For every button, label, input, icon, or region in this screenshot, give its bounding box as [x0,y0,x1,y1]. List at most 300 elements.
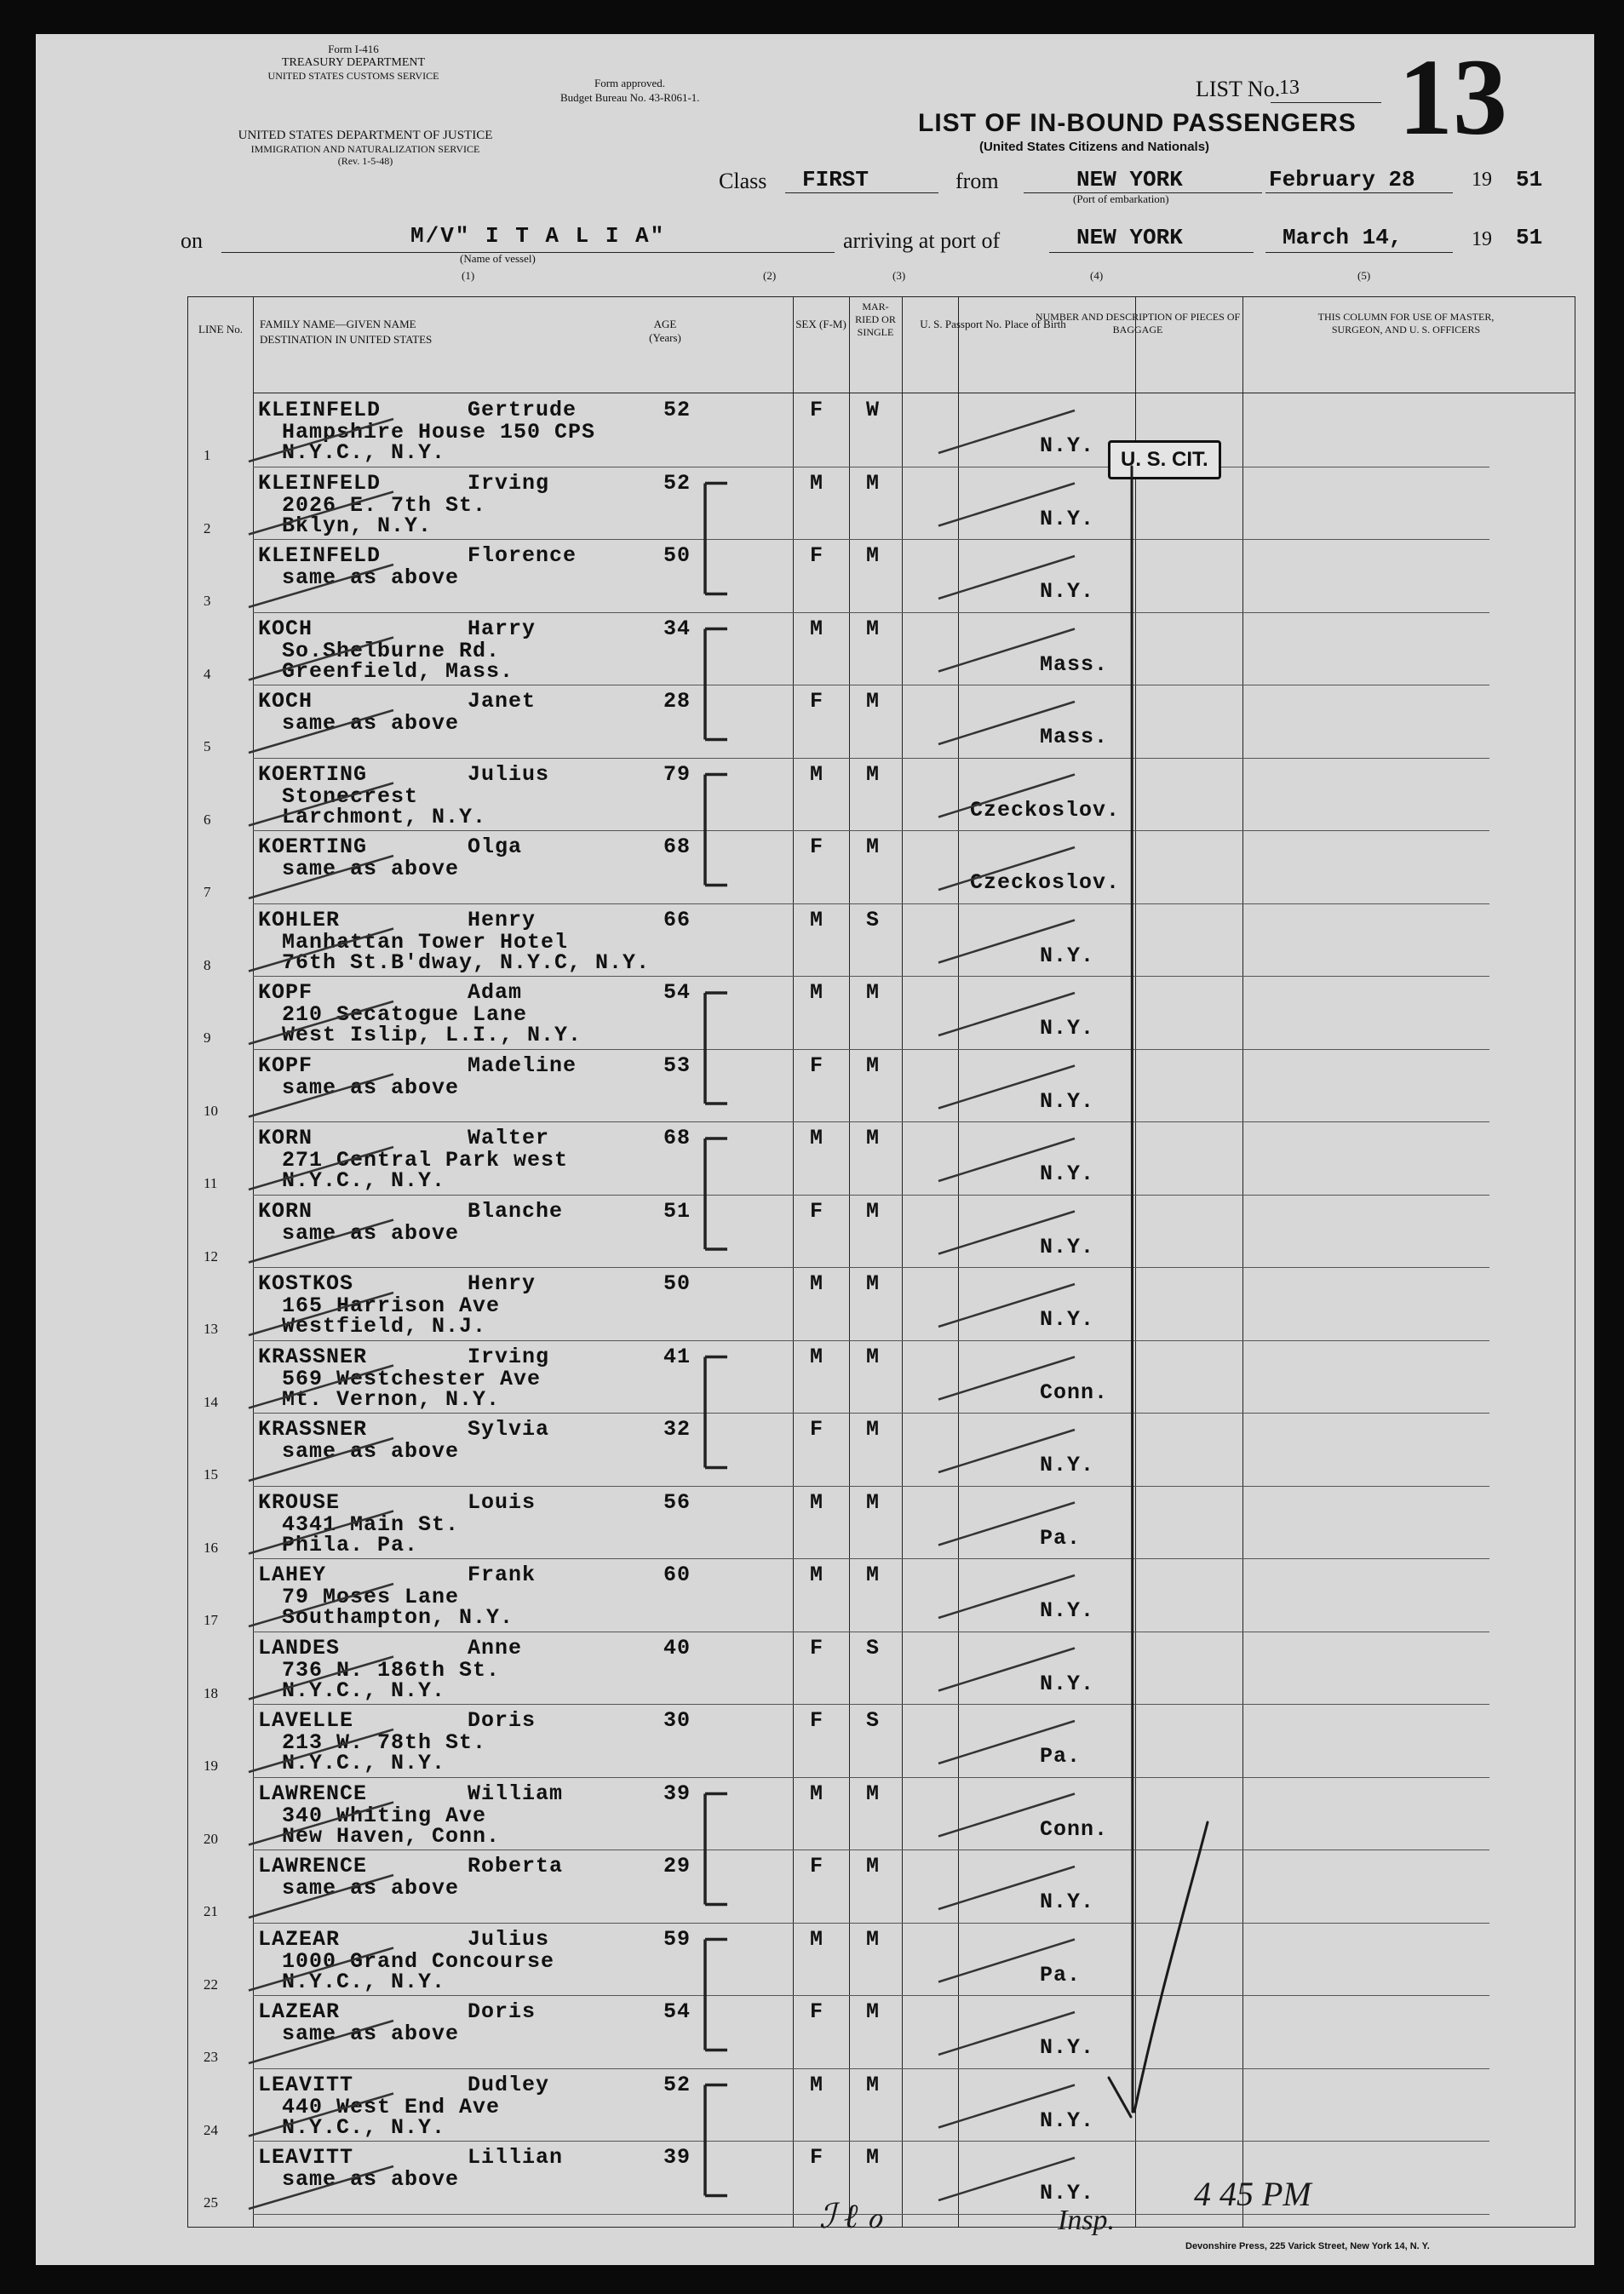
marital-status: M [866,689,881,714]
destination-line-2: N.Y.C., N.Y. [282,1969,446,1994]
check-mark [249,1948,393,1991]
place-of-birth: N.Y. [1040,1161,1095,1186]
place-of-birth: N.Y. [1040,1890,1095,1914]
marital-status: M [866,834,881,859]
destination-line-2: Southampton, N.Y. [282,1605,514,1630]
marital-status: M [866,1781,881,1806]
place-of-birth: N.Y. [1040,2181,1095,2205]
place-of-birth: N.Y. [1040,1671,1095,1696]
marital-status: M [866,1198,881,1224]
given-name: Sylvia [468,1417,550,1442]
destination-line-1: 4341 Main St. [282,1511,460,1537]
destination-line-1: same as above [282,2167,460,2192]
age: 39 [663,1781,691,1806]
given-name: Adam [468,980,523,1005]
line-number: 3 [204,593,211,609]
signature-insp: Insp. [1058,2205,1116,2236]
check-mark [249,1729,393,1772]
sex: F [810,2145,824,2170]
destination-line-1: 569 Westchester Ave [282,1366,542,1391]
place-of-birth: Mass. [1040,725,1109,749]
couple-bracket-mark [705,2085,727,2196]
destination-line-1: 213 W. 78th St. [282,1730,487,1755]
given-name: Doris [468,1999,537,2024]
family-name: KRASSNER [258,1344,368,1369]
destination-line-1: 165 Harrison Ave [282,1293,501,1318]
family-name: KORN [258,1126,313,1150]
marital-status: M [866,543,881,568]
family-name: KOERTING [258,761,368,787]
sex: F [810,1854,824,1878]
given-name: Florence [468,543,577,568]
marital-status: M [866,1926,881,1952]
marital-status: S [866,1635,881,1660]
col-number-2: (2) [763,269,777,282]
form-approved: Form approved. [594,77,666,89]
marital-status: M [866,1999,881,2024]
ins-service: IMMIGRATION AND NATURALIZATION SERVICE [250,143,480,155]
col-number-4: (4) [1090,269,1104,282]
check-mark [938,629,1075,672]
age: 66 [663,907,691,932]
family-name: KRASSNER [258,1417,368,1442]
destination-line-1: 79 Moses Lane [282,1585,460,1609]
embark-port: NEW YORK [1076,167,1183,192]
destination-line-1: same as above [282,711,460,736]
given-name: Julius [468,761,550,787]
destination-line-1: Hampshire House 150 CPS [282,420,596,444]
age: 60 [663,1563,691,1587]
line-number: 16 [204,1539,218,1556]
given-name: William [468,1781,564,1806]
sex: M [810,1926,824,1952]
destination-line-1: 1000 Grand Concourse [282,1948,555,1974]
given-name: Harry [468,616,537,641]
vessel-caption: (Name of vessel) [460,252,536,265]
check-mark [249,1803,393,1845]
line-number: 8 [204,956,211,973]
check-mark [249,1657,393,1700]
family-name: KLEINFELD [258,470,382,496]
line-number: 9 [204,1029,211,1046]
check-mark [938,1430,1075,1472]
col-number-3: (3) [892,269,906,282]
vessel-name: M/V" I T A L I A" [410,223,666,249]
age: 41 [663,1344,691,1369]
departure-year: 51 [1516,167,1543,192]
check-mark [249,929,393,972]
sex: F [810,543,824,568]
marital-status: M [866,1126,881,1150]
age: 34 [663,616,691,641]
given-name: Lillian [468,2145,564,2170]
sex: F [810,398,824,422]
age: 59 [663,1926,691,1952]
check-mark [249,2021,393,2063]
inspector-signature: ℐ ℓ ℴ [819,2197,882,2235]
departure-date: February 28 [1269,167,1415,192]
destination-line-2: Larchmont, N.Y. [282,804,487,829]
family-name: LEAVITT [258,2145,354,2170]
sex: F [810,689,824,714]
col-header-destination: DESTINATION IN UNITED STATES [260,333,433,346]
line-number: 4 [204,665,211,682]
destination-line-2: Greenfield, Mass. [282,658,514,684]
place-of-birth: Conn. [1040,1379,1109,1405]
age: 56 [663,1489,691,1515]
age: 54 [663,980,691,1005]
marital-status: S [866,1708,881,1733]
check-mark [938,1867,1075,1909]
class-label: Class [719,169,767,193]
destination-line-1: same as above [282,1439,460,1464]
check-mark [249,1366,393,1408]
marital-status: M [866,2145,881,2170]
sex: F [810,1635,824,1660]
on-label: on [181,228,203,253]
line-number: 11 [204,1175,218,1191]
line-number: 6 [204,811,211,828]
destination-line-2: Phila. Pa. [282,1532,419,1557]
family-name: LAZEAR [258,1999,341,2024]
place-of-birth: N.Y. [1040,579,1095,604]
place-of-birth: Czeckoslov. [970,870,1121,895]
given-name: Roberta [468,1854,564,1878]
sex: M [810,470,824,496]
check-mark [249,492,393,535]
customs-service: UNITED STATES CUSTOMS SERVICE [267,70,439,83]
age: 79 [663,761,691,787]
check-mark [249,419,393,462]
age: 54 [663,1999,691,2024]
check-mark [249,565,393,607]
check-mark [249,783,393,826]
sex: M [810,1489,824,1515]
line-number: 2 [204,519,211,536]
place-of-birth: N.Y. [1040,2108,1095,2133]
family-name: LAVELLE [258,1708,354,1733]
place-of-birth: N.Y. [1040,1598,1095,1623]
destination-line-1: 736 N. 186th St. [282,1657,501,1683]
check-mark [249,710,393,753]
check-mark [938,1575,1075,1618]
family-name: KROUSE [258,1489,341,1515]
budget-bureau: Budget Bureau No. 43-R061-1. [560,90,700,104]
sex: F [810,1052,824,1078]
manifest-subtitle: (United States Citizens and Nationals) [979,140,1210,154]
place-of-birth: N.Y. [1040,1016,1095,1041]
col-number-5: (5) [1357,269,1371,282]
age: 30 [663,1708,691,1733]
marital-status: S [866,907,881,932]
line-number: 5 [204,738,211,754]
sex: M [810,1563,824,1587]
line-number: 24 [204,2121,218,2138]
given-name: Olga [468,834,523,859]
sex: M [810,1781,824,1806]
marital-status: M [866,1563,881,1587]
given-name: Frank [468,1563,537,1587]
line-number: 18 [204,1684,218,1701]
arrive-year-prefix: 19 [1472,228,1492,250]
line-number: 12 [204,1247,218,1265]
check-mark [938,1138,1075,1181]
arrival-port: NEW YORK [1076,225,1183,250]
justice-department: UNITED STATES DEPARTMENT OF JUSTICE [238,129,493,142]
marital-status: M [866,1489,881,1515]
destination-line-1: 271 Central Park west [282,1148,569,1173]
family-name: KOCH [258,689,313,714]
given-name: Blanche [468,1198,564,1224]
check-mark [249,1001,393,1044]
check-mark [938,1284,1075,1327]
destination-line-2: N.Y.C., N.Y. [282,1677,446,1703]
check-mark [938,1503,1075,1546]
family-name: LAZEAR [258,1926,341,1952]
check-mark [938,1066,1075,1109]
family-name: KOPF [258,980,313,1005]
age: 50 [663,543,691,568]
line-number: 17 [204,1612,218,1628]
col-header-name: FAMILY NAME—GIVEN NAME [260,318,416,330]
us-citizen-stamp: U. S. CIT. [1108,440,1221,479]
depart-year-prefix: 19 [1472,169,1492,191]
destination-line-1: 440 West End Ave [282,2094,501,2119]
given-name: Henry [468,907,537,932]
destination-line-1: Manhattan Tower Hotel [282,929,569,955]
line-number: 20 [204,1830,218,1847]
col-header-married: MAR- RIED OR SINGLE [855,301,896,338]
age: 50 [663,1271,691,1296]
sex: M [810,907,824,932]
given-name: Doris [468,1708,537,1733]
line-number: 25 [204,2194,218,2211]
given-name: Irving [468,470,550,496]
couple-bracket-mark [705,1357,727,1468]
marital-status: M [866,1417,881,1442]
place-of-birth: N.Y. [1040,506,1095,531]
family-name: KOERTING [258,834,368,859]
check-mark [249,1438,393,1481]
manifest-title: LIST OF IN-BOUND PASSENGERS [918,109,1357,137]
line-number: 10 [204,1102,218,1119]
line-number: 22 [204,1976,218,1993]
age: 40 [663,1635,691,1660]
check-mark [938,2158,1075,2200]
family-name: KOPF [258,1052,313,1078]
destination-line-2: N.Y.C., N.Y. [282,440,446,465]
check-mark [938,1649,1075,1691]
family-name: KLEINFELD [258,398,382,422]
destination-line-1: 210 Secatogue Lane [282,1002,528,1027]
sex: M [810,616,824,641]
place-of-birth: N.Y. [1040,1307,1095,1332]
couple-bracket-mark [705,484,727,594]
line-number: 14 [204,1393,218,1410]
line-number: 21 [204,1903,218,1919]
family-name: KOCH [258,616,313,641]
destination-line-1: 340 Whiting Ave [282,1803,487,1828]
destination-line-1: So.Shelburne Rd. [282,638,501,663]
check-mark [938,1794,1075,1837]
from-label: from [955,169,999,193]
place-of-birth: Czeckoslov. [970,797,1121,823]
family-name: LANDES [258,1635,341,1660]
marital-status: M [866,616,881,641]
age: 53 [663,1052,691,1078]
destination-line-2: Westfield, N.J. [282,1314,487,1339]
check-mark [938,1721,1075,1764]
place-of-birth: N.Y. [1040,1234,1095,1259]
check-mark [249,1147,393,1190]
treasury-department: TREASURY DEPARTMENT [281,55,426,69]
given-name: Madeline [468,1052,577,1078]
marital-status: M [866,470,881,496]
destination-line-2: N.Y.C., N.Y. [282,2114,446,2140]
destination-line-1: same as above [282,565,460,590]
sex: M [810,1271,824,1296]
destination-line-1: Stonecrest [282,783,419,809]
check-mark [938,920,1075,963]
age: 28 [663,689,691,714]
marital-status: M [866,1271,881,1296]
check-mark [938,2085,1075,2128]
age: 68 [663,834,691,859]
place-of-birth: N.Y. [1040,943,1095,968]
family-name: KOHLER [258,907,341,932]
check-mark [249,638,393,680]
marital-status: W [866,398,881,422]
destination-line-1: same as above [282,1220,460,1246]
destination-line-1: same as above [282,1075,460,1100]
age: 29 [663,1854,691,1878]
family-name: KLEINFELD [258,543,382,568]
marital-status: M [866,1052,881,1078]
line-number: 15 [204,1466,218,1482]
list-number-label: LIST No. [1196,77,1281,101]
check-mark [938,2012,1075,2055]
check-mark [249,1875,393,1918]
marital-status: M [866,1854,881,1878]
given-name: Gertrude [468,398,577,422]
age: 39 [663,2145,691,2170]
check-mark [938,847,1075,890]
line-number: 23 [204,2049,218,2065]
col-header-sex: SEX (F-M) [795,318,846,330]
destination-line-1: same as above [282,1876,460,1901]
check-mark [249,2166,393,2209]
check-mark [938,775,1075,817]
place-of-birth: Pa. [1040,1525,1082,1551]
manifest-sheet [36,34,1594,2265]
list-number-value: 13 [1279,77,1300,99]
couple-bracket-mark [705,629,727,740]
line-number: 13 [204,1321,218,1337]
place-of-birth: N.Y. [1040,1088,1095,1114]
inspector-pen-marks [36,34,1594,2265]
destination-line-2: N.Y.C., N.Y. [282,1168,446,1193]
marital-status: M [866,980,881,1005]
check-mark [938,702,1075,744]
place-of-birth: Pa. [1040,1962,1082,1987]
couple-bracket-mark [705,1138,727,1249]
destination-line-1: same as above [282,2022,460,2046]
arrival-date: March 14, [1283,225,1403,250]
check-mark [249,2094,393,2136]
check-mark [938,1212,1075,1254]
couple-bracket-mark [705,1794,727,1905]
place-of-birth: N.Y. [1040,1453,1095,1477]
age: 32 [663,1417,691,1442]
age: 52 [663,398,691,422]
couple-bracket-mark [705,993,727,1104]
given-name: Anne [468,1635,523,1660]
line-number: 19 [204,1758,218,1774]
place-of-birth: Mass. [1040,651,1109,677]
marital-status: M [866,1344,881,1369]
revision-date: (Rev. 1-5-48) [337,155,393,168]
arriving-label: arriving at port of [843,228,1001,253]
place-of-birth: Conn. [1040,1816,1109,1842]
destination-line-2: Mt. Vernon, N.Y. [282,1386,501,1412]
sex: F [810,1708,824,1733]
check-mark [249,1075,393,1117]
check-mark [938,1357,1075,1400]
col-header-officers: THIS COLUMN FOR USE OF MASTER, SURGEON, AND U. S. OFFICERS [1317,311,1495,335]
col-number-1: (1) [462,269,475,282]
sex: F [810,834,824,859]
place-of-birth: N.Y. [1040,2035,1095,2060]
check-mark [249,1220,393,1263]
check-mark [249,1511,393,1554]
given-name: Henry [468,1271,537,1296]
couple-bracket-mark [705,1940,727,2050]
sex: F [810,1999,824,2024]
check-mark [938,556,1075,599]
sex: F [810,1198,824,1224]
age: 51 [663,1198,691,1224]
sex: F [810,1417,824,1442]
check-mark [938,993,1075,1035]
handwritten-time: 4 45 PM [1194,2175,1311,2213]
family-name: LEAVITT [258,2072,354,2097]
port-embark-caption: (Port of embarkation) [1073,192,1169,205]
destination-line-2: Bklyn, N.Y. [282,513,433,538]
check-mark [938,484,1075,526]
family-name: LAWRENCE [258,1781,368,1806]
col-header-age: AGE (Years) [649,318,681,345]
line-number: 1 [204,447,211,463]
sex: M [810,1126,824,1150]
family-name: LAHEY [258,1563,327,1587]
sex: M [810,1344,824,1369]
marital-status: M [866,2072,881,2097]
marital-status: M [866,761,881,787]
arrival-year: 51 [1516,225,1543,250]
destination-line-2: 76th St.B'dway, N.Y.C, N.Y. [282,949,651,975]
printer-footer: Devonshire Press, 225 Varick Street, New York 14, N. Y. [1185,2241,1430,2251]
given-name: Dudley [468,2072,550,2097]
form-number: Form I-416 [328,43,379,55]
family-name: LAWRENCE [258,1854,368,1878]
destination-line-1: 2026 E. 7th St. [282,492,487,518]
destination-line-2: New Haven, Conn. [282,1823,501,1849]
big-list-number: 13 [1398,37,1507,158]
sex: M [810,2072,824,2097]
sex: M [810,761,824,787]
family-name: KOSTKOS [258,1271,354,1296]
sex: M [810,980,824,1005]
